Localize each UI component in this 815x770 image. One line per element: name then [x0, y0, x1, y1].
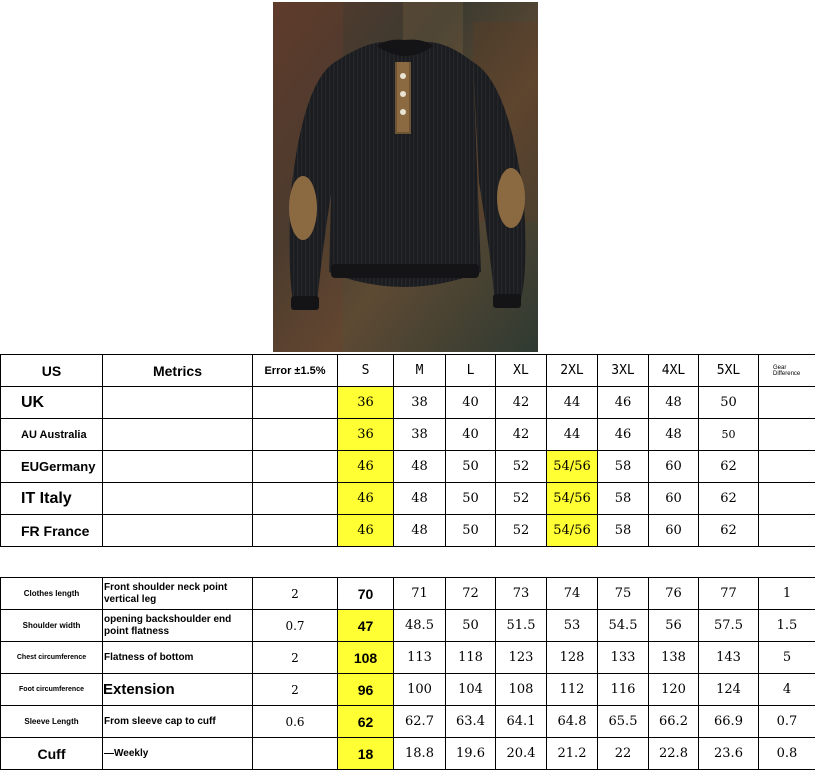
measurement-difference: 1.5 [759, 610, 815, 642]
measurement-value: 113 [394, 642, 446, 674]
measurement-label: Foot circumference [1, 674, 103, 706]
measurement-value: 138 [649, 642, 699, 674]
measurement-value: 48.5 [394, 610, 446, 642]
region-row [1, 451, 815, 483]
measurement-value: 143 [699, 642, 759, 674]
measurement-value: 18.8 [394, 738, 446, 770]
measurement-value: 54.5 [598, 610, 649, 642]
header-size: 4XL [649, 355, 699, 387]
measurement-value: 57.5 [699, 610, 759, 642]
measurement-value: 118 [446, 642, 496, 674]
size-value: 54/56 [547, 483, 598, 515]
size-value: 44 [547, 387, 598, 419]
measurement-value: 100 [394, 674, 446, 706]
size-value: 54/56 [547, 451, 598, 483]
size-value: 50 [699, 387, 759, 419]
measurement-value: 51.5 [496, 610, 547, 642]
measurement-value: 56 [649, 610, 699, 642]
measurement-row [1, 642, 815, 674]
size-value: 58 [598, 515, 649, 547]
measurement-description: Flatness of bottom [103, 642, 253, 674]
size-value: 46 [338, 483, 394, 515]
measurement-value: 64.8 [547, 706, 598, 738]
header-size: 5XL [699, 355, 759, 387]
measurement-row [1, 578, 815, 610]
size-value: 50 [699, 419, 759, 451]
measurement-value: 74 [547, 578, 598, 610]
measurement-value: 19.6 [446, 738, 496, 770]
size-value: 46 [338, 515, 394, 547]
size-value: 42 [496, 387, 547, 419]
measurement-value: 72 [446, 578, 496, 610]
measurement-value: 76 [649, 578, 699, 610]
measurement-value: 124 [699, 674, 759, 706]
measurement-value: 22.8 [649, 738, 699, 770]
measurement-value: 23.6 [699, 738, 759, 770]
measurement-value: 123 [496, 642, 547, 674]
measurement-label: Chest circumference [1, 642, 103, 674]
measurement-value: 120 [649, 674, 699, 706]
measurement-label: Sleeve Length [1, 706, 103, 738]
region-label: EUGermany [1, 451, 103, 483]
size-value: 52 [496, 515, 547, 547]
measurement-label: Cuff [1, 738, 103, 770]
measurement-value: 20.4 [496, 738, 547, 770]
measurement-value: 21.2 [547, 738, 598, 770]
region-row [1, 483, 815, 515]
header-size: XL [496, 355, 547, 387]
size-value: 46 [598, 387, 649, 419]
measurement-value: 22 [598, 738, 649, 770]
measurement-label: Clothes length [1, 578, 103, 610]
measurement-value: 133 [598, 642, 649, 674]
size-value: 36 [338, 419, 394, 451]
header-size: S [338, 355, 394, 387]
measurement-description: opening backshoulder end point flatness [103, 610, 253, 642]
measurement-value: 73 [496, 578, 547, 610]
measurement-value: 112 [547, 674, 598, 706]
measurement-value: 64.1 [496, 706, 547, 738]
region-row [1, 419, 815, 451]
header-size: L [446, 355, 496, 387]
size-value: 52 [496, 451, 547, 483]
size-value: 40 [446, 387, 496, 419]
measurement-row [1, 674, 815, 706]
measurement-value: 116 [598, 674, 649, 706]
region-label: FR France [1, 515, 103, 547]
table-spacer [1, 547, 815, 578]
size-value: 60 [649, 451, 699, 483]
measurement-difference: 1 [759, 578, 815, 610]
region-row [1, 387, 815, 419]
size-value: 38 [394, 419, 446, 451]
size-value: 48 [394, 451, 446, 483]
measurement-row [1, 738, 815, 770]
size-value: 46 [598, 419, 649, 451]
measurement-value: 77 [699, 578, 759, 610]
size-value: 58 [598, 451, 649, 483]
size-value: 60 [649, 515, 699, 547]
measurement-value: 18 [338, 738, 394, 770]
measurement-error: 0.7 [253, 610, 338, 642]
size-value: 40 [446, 419, 496, 451]
size-value: 48 [394, 515, 446, 547]
measurement-value: 50 [446, 610, 496, 642]
region-label: IT Italy [1, 483, 103, 515]
measurement-value: 53 [547, 610, 598, 642]
measurement-value: 128 [547, 642, 598, 674]
measurement-description: —Weekly [103, 738, 253, 770]
measurement-value: 65.5 [598, 706, 649, 738]
size-value: 36 [338, 387, 394, 419]
size-value: 48 [649, 419, 699, 451]
region-label: AU Australia [1, 419, 103, 451]
measurement-row [1, 706, 815, 738]
size-value: 44 [547, 419, 598, 451]
measurement-description: Extension [103, 674, 253, 706]
measurement-value: 71 [394, 578, 446, 610]
measurement-value: 47 [338, 610, 394, 642]
size-value: 48 [649, 387, 699, 419]
measurement-value: 62 [338, 706, 394, 738]
size-value: 48 [394, 483, 446, 515]
measurement-description: From sleeve cap to cuff [103, 706, 253, 738]
header-us: US [1, 355, 103, 387]
measurement-error: 2 [253, 578, 338, 610]
measurement-value: 96 [338, 674, 394, 706]
size-value: 54/56 [547, 515, 598, 547]
header-metrics: Metrics [103, 355, 253, 387]
measurement-difference: 0.7 [759, 706, 815, 738]
measurement-difference: 0.8 [759, 738, 815, 770]
size-value: 38 [394, 387, 446, 419]
measurement-value: 66.2 [649, 706, 699, 738]
measurement-label: Shoulder width [1, 610, 103, 642]
header-gear-difference: Gear Difference [759, 355, 815, 387]
size-value: 52 [496, 483, 547, 515]
region-label: UK [1, 387, 103, 419]
size-value: 50 [446, 483, 496, 515]
measurement-description: Front shoulder neck point vertical leg [103, 578, 253, 610]
header-error: Error ±1.5% [253, 355, 338, 387]
header-size: M [394, 355, 446, 387]
size-chart-table [0, 354, 815, 770]
header-row [1, 355, 815, 387]
header-size: 3XL [598, 355, 649, 387]
measurement-row [1, 610, 815, 642]
measurement-value: 104 [446, 674, 496, 706]
measurement-value: 63.4 [446, 706, 496, 738]
measurement-value: 108 [338, 642, 394, 674]
measurement-error: 2 [253, 642, 338, 674]
measurement-value: 66.9 [699, 706, 759, 738]
measurement-error: 2 [253, 674, 338, 706]
header-size: 2XL [547, 355, 598, 387]
measurement-error [253, 738, 338, 770]
measurement-value: 108 [496, 674, 547, 706]
product-image [273, 2, 538, 352]
size-value: 62 [699, 515, 759, 547]
measurement-difference: 5 [759, 642, 815, 674]
size-value: 62 [699, 483, 759, 515]
size-value: 62 [699, 451, 759, 483]
size-value: 60 [649, 483, 699, 515]
sweater-illustration [273, 2, 538, 352]
measurement-value: 62.7 [394, 706, 446, 738]
measurement-value: 70 [338, 578, 394, 610]
size-value: 46 [338, 451, 394, 483]
measurement-difference: 4 [759, 674, 815, 706]
measurement-value: 75 [598, 578, 649, 610]
size-value: 50 [446, 451, 496, 483]
size-value: 42 [496, 419, 547, 451]
region-row [1, 515, 815, 547]
size-value: 50 [446, 515, 496, 547]
measurement-error: 0.6 [253, 706, 338, 738]
size-value: 58 [598, 483, 649, 515]
